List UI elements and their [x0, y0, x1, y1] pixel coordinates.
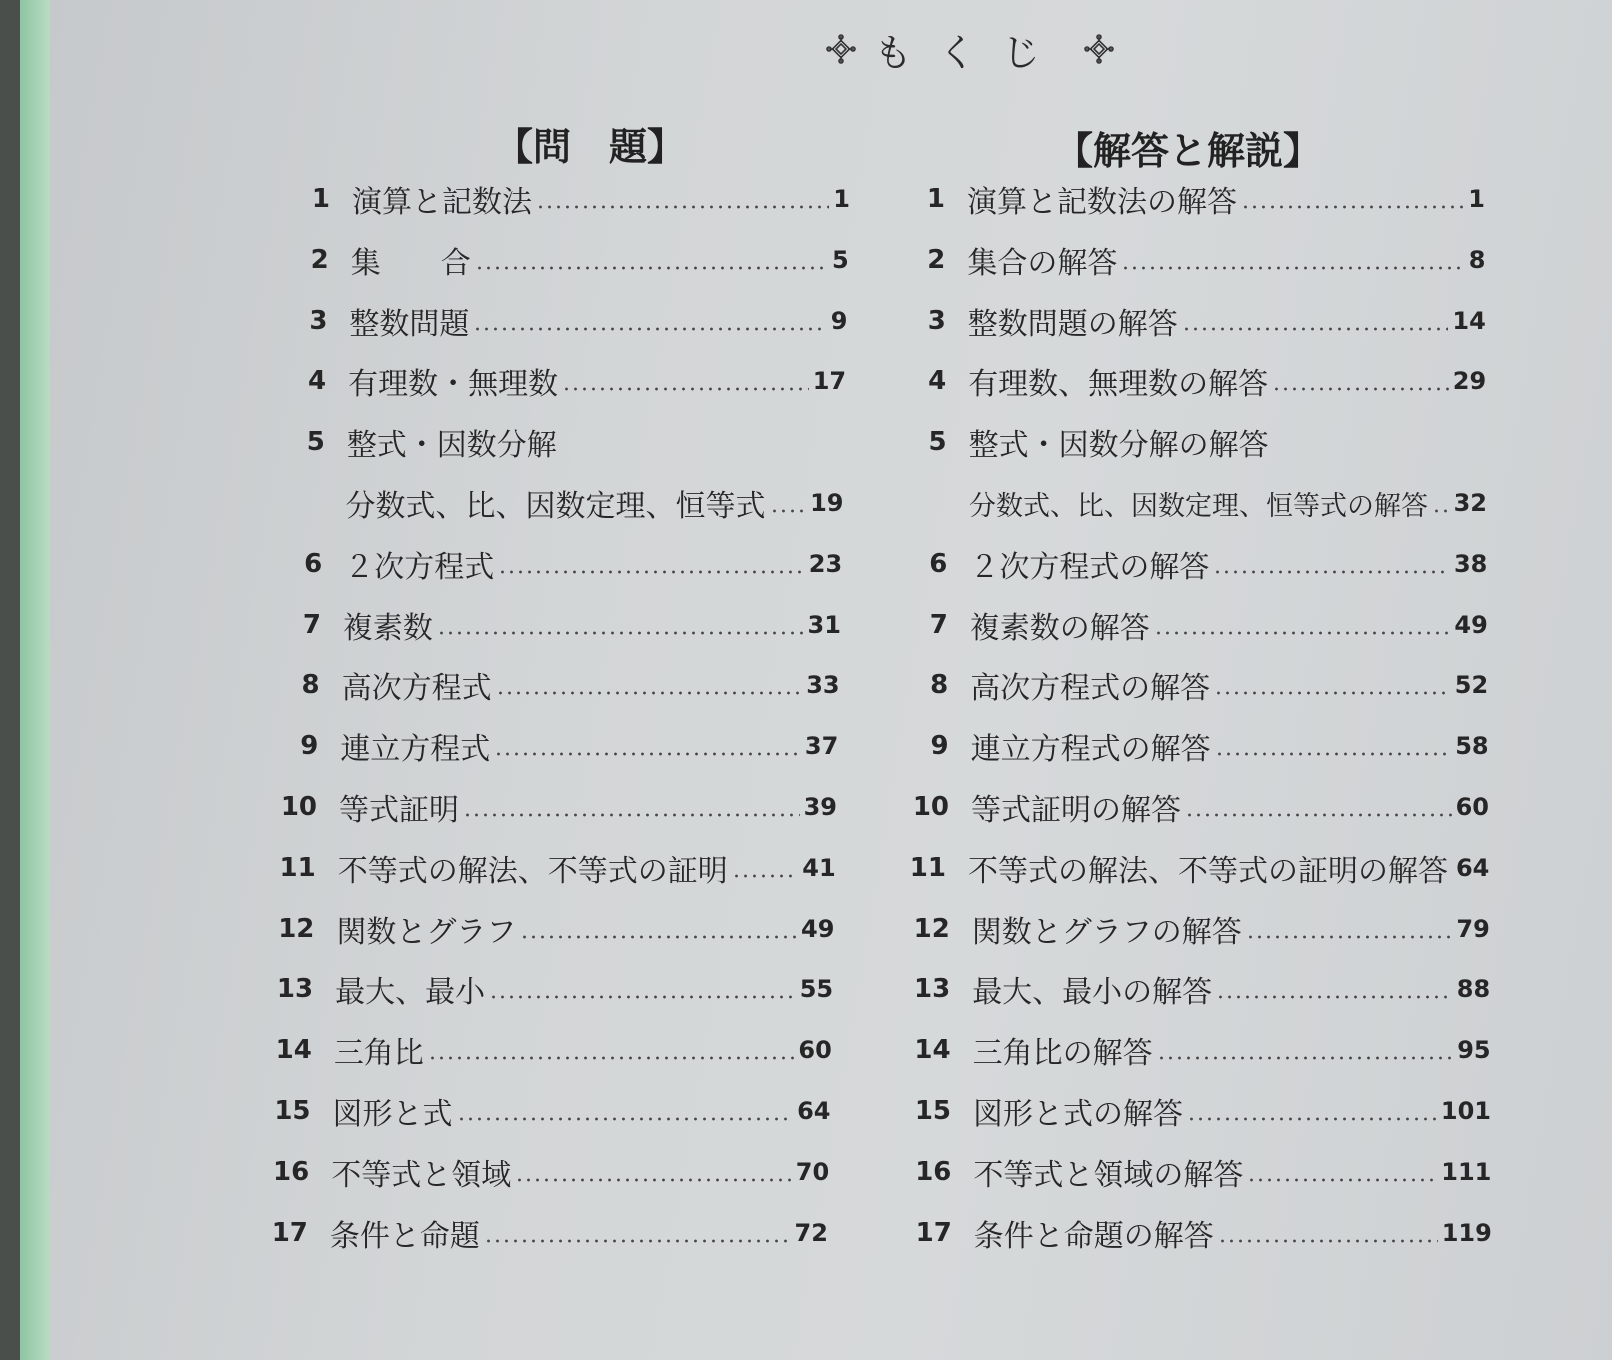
- toc-title-text: もくじ: [873, 30, 1066, 75]
- entry-title: 等式証明: [339, 793, 459, 828]
- book-cover-edge: [20, 0, 50, 1360]
- leader-dots: [1246, 934, 1453, 940]
- leader-dots: [1216, 994, 1453, 1000]
- leader-dots: [1187, 1116, 1437, 1122]
- toc-entry: [887, 539, 1487, 589]
- toc-page: [50, 0, 1612, 1360]
- toc-entry: [249, 1147, 829, 1197]
- entry-page-number: 95: [1457, 1036, 1491, 1065]
- toc-entry: [256, 843, 836, 893]
- entry-page-number: 33: [806, 671, 840, 700]
- entry-title: 整式・因数分解の解答: [968, 428, 1269, 464]
- entry-title: 関数とグラフ: [336, 914, 517, 950]
- toc-entry: [891, 1086, 1491, 1136]
- entry-page-number: 64: [1455, 853, 1490, 882]
- entry-title: 三角比: [333, 1036, 424, 1072]
- entry-title: 連立方程式の解答: [970, 732, 1211, 768]
- ornament-left-icon: [826, 34, 856, 64]
- entry-number: 5: [928, 427, 947, 458]
- entry-title: 整数問題の解答: [967, 306, 1178, 342]
- entry-page-number: 79: [1456, 914, 1490, 943]
- toc-entry: [888, 600, 1488, 650]
- entry-title: 集 合: [350, 245, 471, 281]
- toc-entry: [257, 782, 837, 832]
- entry-number: 5: [306, 427, 325, 458]
- entry-number: 4: [928, 366, 947, 397]
- toc-entry: [264, 478, 844, 528]
- toc-entry: [265, 417, 845, 467]
- entry-title: 高次方程式の解答: [970, 671, 1211, 707]
- book-spine-shadow: [0, 0, 20, 1360]
- leader-dots: [463, 812, 800, 818]
- leader-dots: [1247, 1177, 1437, 1183]
- entry-number: 6: [929, 548, 948, 579]
- toc-entry: [885, 174, 1485, 224]
- toc-entry: [248, 1208, 828, 1258]
- entry-title: 不等式と領域: [331, 1157, 512, 1193]
- entry-page-number: 60: [798, 1036, 832, 1065]
- entry-page-number: 52: [1454, 671, 1489, 700]
- entry-title: ２次方程式: [344, 549, 495, 585]
- entry-title: 最大、最小の解答: [972, 975, 1213, 1011]
- leader-dots: [1213, 569, 1450, 575]
- leader-dots: [484, 1238, 791, 1244]
- entry-title: 最大、最小: [335, 975, 486, 1011]
- toc-entry: [890, 964, 1490, 1014]
- entry-title: 整式・因数分解: [346, 428, 557, 464]
- entry-title: 図形と式: [332, 1097, 453, 1132]
- entry-page-number: 88: [1456, 975, 1491, 1004]
- entry-page-number: 101: [1440, 1097, 1491, 1125]
- toc-entry: [251, 1086, 831, 1136]
- entry-title: 集合の解答: [967, 245, 1118, 281]
- toc-entry: [258, 721, 838, 771]
- toc-entry: [888, 660, 1488, 710]
- entry-title: 不等式の解法、不等式の証明の解答: [967, 853, 1448, 889]
- entry-number: 17: [271, 1217, 308, 1248]
- entry-number: 13: [276, 974, 314, 1005]
- entry-number: 8: [301, 670, 320, 701]
- leader-dots: [1218, 1238, 1438, 1244]
- entry-title: 不等式と領域の解答: [973, 1157, 1244, 1193]
- leader-dots: [473, 326, 826, 332]
- entry-title: 演算と記数法の解答: [967, 185, 1237, 220]
- entry-title: 複素数: [342, 610, 433, 646]
- entry-number: 4: [308, 366, 327, 397]
- entry-title: 整数問題: [349, 306, 470, 342]
- toc-entry: [262, 539, 842, 589]
- leader-dots: [498, 569, 805, 575]
- entry-page-number: 64: [797, 1097, 831, 1125]
- entry-number: 6: [304, 548, 323, 579]
- entry-page-number: 49: [1454, 610, 1488, 639]
- leader-dots: [1272, 386, 1449, 392]
- entry-title: 三角比の解答: [972, 1036, 1153, 1072]
- entry-number: 15: [914, 1096, 951, 1126]
- toc-entry: [885, 235, 1485, 285]
- entry-page-number: 29: [1452, 367, 1487, 396]
- leader-dots: [494, 751, 801, 757]
- toc-entry: [269, 235, 849, 285]
- entry-number: 8: [930, 670, 949, 701]
- entry-title: 高次方程式: [341, 671, 492, 707]
- toc-entry: [889, 843, 1489, 893]
- entry-page-number: 38: [1453, 549, 1488, 578]
- toc-entry: [886, 296, 1486, 346]
- entry-title: ２次方程式の解答: [969, 549, 1210, 585]
- entry-page-number: 1: [833, 185, 850, 213]
- entry-number: 16: [915, 1156, 952, 1187]
- entry-page-number: 119: [1441, 1218, 1492, 1247]
- entry-number: 2: [310, 244, 329, 275]
- leader-dots: [1214, 690, 1451, 696]
- entry-number: 3: [309, 305, 328, 336]
- entry-page-number: 19: [810, 489, 844, 517]
- entry-title: 演算と記数法: [352, 185, 532, 220]
- entry-title: 分数式、比、因数定理、恒等式: [345, 489, 766, 524]
- toc-entry: [270, 174, 850, 224]
- toc-entry: [889, 721, 1489, 771]
- entry-page-number: 111: [1441, 1157, 1492, 1186]
- toc-entry: [261, 600, 841, 650]
- leader-dots: [1157, 1055, 1454, 1061]
- entry-number: 3: [927, 305, 946, 336]
- toc-entry: [891, 1025, 1491, 1075]
- entry-page-number: 55: [799, 975, 834, 1004]
- leader-dots: [732, 873, 799, 879]
- answers-header: 【解答と解説】: [1055, 128, 1322, 173]
- entry-title: 分数式、比、因数定理、恒等式の解答: [969, 490, 1428, 522]
- entry-page-number: 72: [794, 1218, 828, 1247]
- entry-title: 関数とグラフの解答: [971, 914, 1242, 950]
- entry-title: 連立方程式: [340, 732, 491, 768]
- toc-entry: [890, 904, 1490, 954]
- entry-title: 条件と命題: [329, 1218, 480, 1254]
- entry-number: 14: [914, 1035, 951, 1066]
- toc-entry: [892, 1208, 1492, 1258]
- toc-entry: [254, 904, 834, 954]
- leader-dots: [562, 386, 809, 392]
- leader-dots: [1432, 508, 1450, 514]
- entry-number: 12: [913, 913, 950, 944]
- entry-page-number: 9: [830, 306, 848, 335]
- leader-dots: [496, 690, 803, 696]
- toc-entry: [260, 660, 840, 710]
- leader-dots: [1154, 630, 1451, 636]
- entry-title: 有理数・無理数: [348, 367, 559, 403]
- entry-page-number: 39: [803, 793, 837, 821]
- leader-dots: [536, 204, 829, 210]
- entry-title: 有理数、無理数の解答: [968, 367, 1269, 403]
- entry-title: 図形と式の解答: [973, 1097, 1183, 1132]
- entry-number: 10: [280, 792, 317, 822]
- ornament-right-icon: [1084, 34, 1114, 64]
- entry-page-number: 37: [804, 732, 839, 761]
- entry-number: 11: [279, 852, 316, 883]
- leader-dots: [1121, 265, 1464, 271]
- leader-dots: [457, 1116, 794, 1122]
- leader-dots: [770, 508, 807, 514]
- entry-page-number: 1: [1468, 185, 1485, 213]
- entry-title: 条件と命題の解答: [973, 1218, 1214, 1254]
- entry-title: 複素数の解答: [969, 610, 1150, 646]
- toc-entry: [252, 1025, 832, 1075]
- entry-number: 16: [273, 1156, 310, 1187]
- entry-page-number: 23: [808, 549, 843, 578]
- entry-number: 12: [278, 913, 315, 944]
- leader-dots: [489, 994, 796, 1000]
- leader-dots: [475, 265, 828, 271]
- entry-number: 17: [915, 1217, 952, 1248]
- toc-entry: [253, 964, 833, 1014]
- toc-title: [820, 24, 1120, 74]
- entry-number: 1: [311, 184, 330, 214]
- leader-dots: [437, 630, 804, 636]
- entry-page-number: 60: [1455, 793, 1489, 821]
- entry-page-number: 17: [812, 367, 847, 396]
- entry-number: 7: [929, 609, 948, 640]
- entry-number: 15: [274, 1096, 311, 1126]
- leader-dots: [515, 1177, 792, 1183]
- entry-page-number: 5: [832, 245, 849, 274]
- entry-number: 9: [300, 731, 319, 762]
- entry-number: 2: [927, 244, 946, 275]
- entry-number: 13: [914, 974, 951, 1005]
- entry-page-number: 70: [795, 1157, 830, 1186]
- toc-entry: [886, 356, 1486, 406]
- entry-number: 11: [909, 852, 946, 883]
- leader-dots: [1241, 204, 1464, 210]
- entry-number: 10: [912, 792, 949, 822]
- entry-number: 14: [275, 1035, 312, 1066]
- leader-dots: [1182, 326, 1449, 332]
- toc-entry: [887, 478, 1487, 528]
- entry-page-number: 49: [801, 914, 835, 943]
- toc-entry: [267, 296, 847, 346]
- toc-entry: [891, 1147, 1491, 1197]
- leader-dots: [520, 934, 797, 940]
- problems-header: 【問 題】: [495, 124, 686, 169]
- entry-title: 不等式の解法、不等式の証明: [337, 853, 728, 889]
- entry-page-number: 58: [1455, 732, 1489, 761]
- leader-dots: [1185, 812, 1452, 818]
- entry-number: 7: [302, 609, 321, 640]
- entry-number: 1: [926, 184, 945, 214]
- leader-dots: [1215, 751, 1452, 757]
- entry-page-number: 41: [802, 853, 836, 882]
- entry-page-number: 14: [1452, 306, 1486, 335]
- entry-number: 9: [930, 731, 949, 762]
- entry-title: 等式証明の解答: [971, 793, 1181, 828]
- entry-page-number: 8: [1468, 245, 1486, 274]
- toc-entry: [889, 782, 1489, 832]
- entry-page-number: 31: [807, 610, 841, 639]
- toc-entry: [266, 356, 846, 406]
- leader-dots: [428, 1055, 795, 1061]
- entry-page-number: 32: [1453, 489, 1487, 517]
- toc-entry: [887, 417, 1487, 467]
